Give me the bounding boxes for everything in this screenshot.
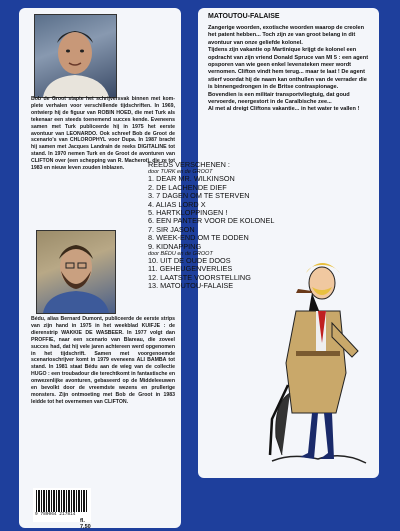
list-item: 3. 7 DAGEN OM TE STERVEN: [148, 191, 250, 201]
price-label: fl. 7,50: [80, 518, 91, 530]
clifton-illustration: [262, 253, 374, 471]
list-item: 4. ALIAS LORD X: [148, 199, 206, 209]
list-item: 11. GEHEUGENVERLIES: [148, 264, 233, 274]
author-photo-bob-de-groot: [34, 14, 117, 98]
album-title: MATOUTOU-FALAISE: [208, 13, 280, 20]
list-item: 8. WEEK-END OM TE DODEN: [148, 233, 249, 243]
list-item: 1. DEAR MR. WILKINSON: [148, 174, 235, 184]
list-item: 2. DE LACHENDE DIEF: [148, 182, 227, 192]
list-item: 12. LAATSTE VOORSTELLING: [148, 272, 251, 282]
list-item: 5. HARTKLOPPINGEN !: [148, 208, 228, 218]
barcode: [33, 488, 91, 530]
list-item: 9. KIDNAPPING: [148, 241, 202, 251]
author-photo-bedu: [36, 230, 116, 314]
list-item: 10. UIT DE OUDE DOOS: [148, 256, 231, 266]
barcode-number: 9 789064 217814: [35, 512, 76, 517]
list-item: 7. SIR JASON: [148, 224, 195, 234]
bio-bedu: Bédu, alias Bernard Dumont, publiceerde de eerste strips van zijn hand in 1975 in het weekblad KUIFJE : de dierenstrip WAKKIE DE WASBEER. In 1977 volgt dan PROFFIE, naar een scenario van Blareau, die zoveel succes had, dat hij vele jaren achtereen werd opgenomen in het tijdschrift. Samen met voorgenoemde scenarioschrijver komt in 1979 eveneens ALI BAMBA tot stand. In 1981 staat Bédu aan de wieg van de collectie HUGO : een troubadour die terechtkomt in fantastische en onwezenlijke avonturen, gebaseerd op de Middeleeuwen en bevolkt door de vreemdste wezens en prullerige monsters. Zijn ontmoeting met Bob de Groot in 1983 leidde tot het overnemen van CLIFTON.: [31, 316, 175, 405]
list-subheading-2: door BÉDU en de GROOT: [148, 251, 213, 258]
barcode-lines: [36, 490, 88, 512]
list-subheading-1: door TURK en de GROOT: [148, 169, 213, 176]
list-item: 13. MATOUTOU-FALAISE: [148, 281, 234, 291]
list-item: 6. EEN PANTER VOOR DE KOLONEL: [148, 216, 275, 226]
synopsis-text: Zangerige woorden, exotische woorden waarop de creolen het patent hebben... Toch zijn ze van groot belang in dit avontuur van onze geliefde kolonel. Tijdens zijn vakantie op Martinique krijgt de kolonel een opdracht van zijn vriend Donald Spruce van MI 5 : een agent opsporen van wie geen enkel levensteken meer wordt vernomen. Clifton vindt hem terug... maar te laat ! De agent stierf voordat hij de naam kan onthullen van de verrader die is binnengedrongen in de Britse contraspionage. Bovendien is een militair transportvliegtuig, dat goud vervoerde, neergestort in de Caraïbische zee... Al met al dreigt Cliftons vakantie... in het water te vallen !: [208, 25, 369, 113]
bio-bob-de-groot: Bob de Groot stapte het schrijversvak binnen met kom-plete verhalen voor verschillende tijdschriften. In 1969, ontwierp hij de figuur van ROBIN HOED, die met Turk als tekenaar een steeds toenemend succes kende. Eveneens samen met Turk publiceerde hij in 1975 het eerste avontuur van LEONARDO. Ook schreef Bob de Groot de scenario's van CHLOROPHYL voor Dupa. In 1987 bracht hij samen met Jacques Landrain de reeks DIGITALINE tot stand. In 1970 nemen Turk en de Groot de avonturen van CLIFTON over (een schepping van R. Macherot), die ze tot 1983 en nieuw leven zouden inblazen.: [31, 96, 175, 172]
list-heading: REEDS VERSCHENEN :: [148, 160, 230, 169]
